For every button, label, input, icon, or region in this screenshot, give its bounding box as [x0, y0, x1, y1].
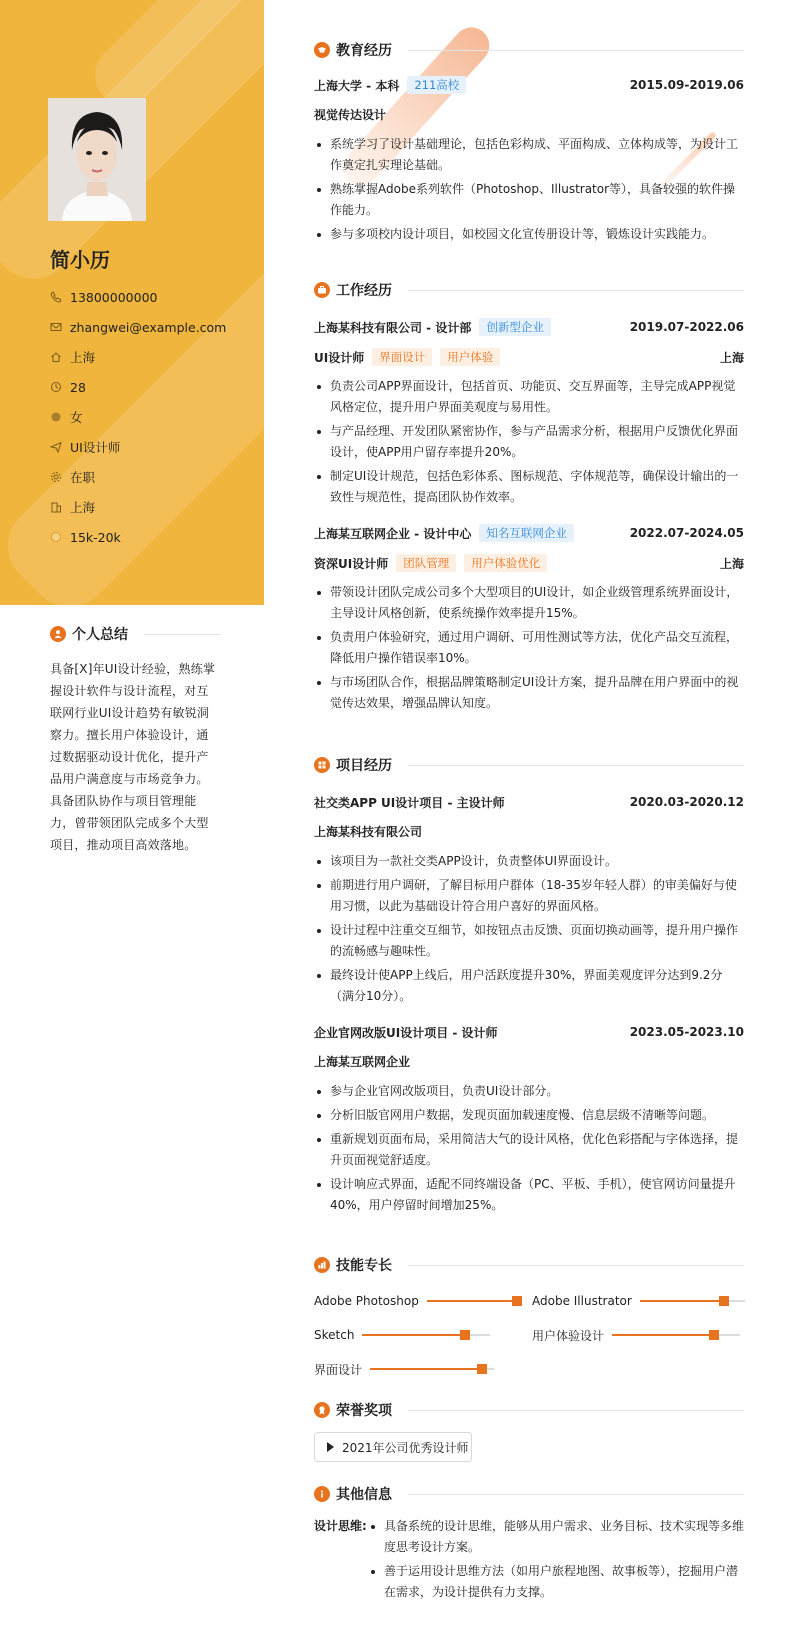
resume-name: 简小历	[50, 248, 110, 272]
list-item: 与市场团队合作，根据品牌策略制定UI设计方案，提升品牌在用户界面中的视觉传达效果，增强品牌认知度。	[314, 672, 744, 714]
info-item-city	[50, 492, 226, 522]
email-icon	[50, 321, 62, 333]
graduation-cap-icon	[314, 42, 330, 58]
role-tag: 界面设计	[372, 348, 432, 366]
project-icon	[314, 757, 330, 773]
list-item: 最终设计使APP上线后，用户活跃度提升30%，界面美观度评分达到9.2分（满分10分）。	[314, 965, 744, 1007]
major: 视觉传达设计	[314, 108, 387, 122]
section-title: 教育经历	[336, 43, 392, 59]
divider	[408, 1410, 744, 1411]
divider	[408, 1265, 744, 1266]
bar-chart-icon	[314, 1257, 330, 1273]
company-name: 上海某互联网企业 - 设计中心	[314, 526, 472, 541]
list-item: 参与企业官网改版项目，负责UI设计部分。	[314, 1081, 744, 1102]
other-info-section	[314, 1484, 744, 1644]
skill-name: Sketch	[314, 1328, 355, 1342]
section-header	[50, 624, 220, 644]
position-icon	[50, 441, 62, 453]
job-role-row	[314, 552, 744, 574]
section-header	[314, 1484, 744, 1504]
info-item-phone	[50, 282, 226, 312]
info-text: zhangwei@example.com	[70, 319, 227, 335]
school-name: 上海大学 - 本科	[314, 78, 400, 93]
briefcase-icon	[314, 282, 330, 298]
skill-bar-fill	[362, 1334, 464, 1336]
company-tag: 知名互联网企业	[479, 524, 574, 542]
job-header	[314, 522, 744, 544]
section-title: 其他信息	[336, 1487, 392, 1503]
education-section	[314, 40, 744, 248]
skill-bar	[370, 1368, 494, 1370]
list-item: 制定UI设计规范，包括色彩体系、图标规范、字体规范等，确保设计输出的一致性与规范性，提高团队协作效率。	[314, 466, 744, 508]
work-section	[314, 280, 744, 717]
list-item: 熟练掌握Adobe系列软件（Photoshop、Illustrator等），具备较强的软件操作能力。	[314, 179, 744, 221]
list-item: 参与多项校内设计项目，如校园文化宣传册设计等，锻炼设计实践能力。	[314, 224, 744, 245]
project-bullets	[314, 1081, 744, 1216]
job-bullets	[314, 582, 744, 714]
job-bullets	[314, 376, 744, 508]
list-item: 系统学习了设计基础理论，包括色彩构成、平面构成、立体构成等，为设计工作奠定扎实理论基础。	[314, 134, 744, 176]
skill-item	[314, 1325, 490, 1345]
skill-bar	[640, 1300, 745, 1302]
phone-icon	[50, 291, 62, 303]
skill-bar-fill	[612, 1334, 714, 1336]
project-date: 2023.05-2023.10	[629, 1025, 744, 1039]
project-name: 企业官网改版UI设计项目 - 设计师	[314, 1025, 498, 1040]
info-item-salary	[50, 522, 226, 552]
role-tag: 团队管理	[396, 554, 456, 572]
salary-icon	[50, 531, 62, 543]
skill-name: Adobe Photoshop	[314, 1294, 419, 1308]
skill-name: 用户体验设计	[532, 1328, 605, 1343]
job-role: 资深UI设计师	[314, 556, 389, 571]
company-tag: 创新型企业	[479, 318, 551, 336]
list-item: 带领设计团队完成公司多个大型项目的UI设计，如企业级管理系统界面设计，主导设计风格创新，使系统操作效率提升15%。	[314, 582, 744, 624]
list-item: 善于运用设计思维方法（如用户旅程地图、故事板等），挖掘用户潜在需求，为设计提供有力支撑。	[368, 1561, 744, 1603]
info-text: 13800000000	[70, 289, 158, 305]
list-item: 具备系统的设计思维，能够从用户需求、业务目标、技术实现等多维度思考设计方案。	[368, 1516, 744, 1558]
skill-name: Adobe Illustrator	[532, 1294, 632, 1308]
skill-bar	[612, 1334, 740, 1336]
divider	[408, 1494, 744, 1495]
divider	[408, 765, 744, 766]
list-item: 重新规划页面布局，采用简洁大气的设计风格，优化色彩搭配与字体选择，提升页面视觉舒适度。	[314, 1129, 744, 1171]
honors-section	[314, 1400, 744, 1490]
education-header	[314, 74, 744, 96]
project-date: 2020.03-2020.12	[629, 795, 744, 809]
project-org: 上海某科技有限公司	[314, 825, 423, 839]
list-item: 分析旧版官网用户数据，发现页面加载速度慢、信息层级不清晰等问题。	[314, 1105, 744, 1126]
list-item: 前期进行用户调研，了解目标用户群体（18-35岁年轻人群）的审美偏好与使用习惯，以此为基础设计符合用户喜好的界面风格。	[314, 875, 744, 917]
award-icon	[314, 1402, 330, 1418]
info-item-email	[50, 312, 226, 342]
info-item-home	[50, 342, 226, 372]
project-org: 上海某互联网企业	[314, 1055, 411, 1069]
education-bullets	[314, 134, 744, 245]
section-title: 项目经历	[336, 758, 392, 774]
project-header	[314, 1021, 744, 1043]
list-item: 设计响应式界面，适配不同终端设备（PC、平板、手机），使官网访问量提升40%，用户停留时间增加25%。	[314, 1174, 744, 1216]
skill-bar	[362, 1334, 490, 1336]
section-title: 技能专长	[336, 1258, 392, 1274]
school-tag: 211高校	[407, 76, 466, 94]
info-text: 15k-20k	[70, 529, 121, 545]
other-info-bullets	[368, 1516, 744, 1606]
info-item-position	[50, 432, 226, 462]
job-date: 2019.07-2022.06	[629, 320, 744, 334]
info-icon	[314, 1486, 330, 1502]
info-text: 女	[70, 410, 83, 425]
section-header	[314, 280, 744, 300]
skill-item	[314, 1359, 494, 1379]
sidebar	[0, 0, 264, 605]
skill-name: 界面设计	[314, 1362, 363, 1377]
contact-info-list	[50, 282, 226, 552]
gender-icon	[50, 411, 62, 423]
skill-item	[314, 1291, 522, 1311]
info-item-gender	[50, 402, 226, 432]
list-item: 该项目为一款社交类APP设计，负责整体UI界面设计。	[314, 851, 744, 872]
info-text: 上海	[70, 500, 96, 515]
section-title: 工作经历	[336, 283, 392, 299]
skill-bar-knob	[460, 1330, 470, 1340]
role-tag: 用户体验	[440, 348, 500, 366]
divider	[408, 50, 744, 51]
divider	[408, 290, 744, 291]
skill-item	[532, 1291, 745, 1311]
job-role: UI设计师	[314, 350, 365, 365]
award-item-button[interactable]	[314, 1432, 472, 1462]
project-bullets	[314, 851, 744, 1007]
other-info-key: 设计思维:	[314, 1519, 367, 1533]
award-text: 2021年公司优秀设计师	[342, 1440, 469, 1455]
summary-section	[50, 624, 220, 856]
job-role-row	[314, 346, 744, 368]
list-item: 与产品经理、开发团队紧密协作，参与产品需求分析，根据用户反馈优化界面设计，使APP用户留存率提升20%。	[314, 421, 744, 463]
skill-bar-fill	[370, 1368, 482, 1370]
education-date: 2015.09-2019.06	[629, 78, 744, 92]
info-item-age	[50, 372, 226, 402]
skill-bar-knob	[719, 1296, 729, 1306]
skill-bar-knob	[512, 1296, 522, 1306]
job-city: 上海	[719, 556, 744, 571]
role-tag: 用户体验优化	[464, 554, 547, 572]
person-icon	[50, 626, 66, 642]
skill-bar-knob	[709, 1330, 719, 1340]
avatar	[48, 98, 146, 221]
info-text: UI设计师	[70, 440, 121, 455]
info-text: 上海	[70, 350, 96, 365]
job-city: 上海	[719, 350, 744, 365]
info-item-status	[50, 462, 226, 492]
section-header	[314, 755, 744, 775]
status-icon	[50, 471, 62, 483]
projects-section	[314, 755, 744, 1219]
home-icon	[50, 351, 62, 363]
skill-item	[532, 1325, 740, 1345]
other-info-row	[314, 1516, 744, 1606]
section-header	[314, 40, 744, 60]
summary-text: 具备[X]年UI设计经验，熟练掌握设计软件与设计流程，对互联网行业UI设计趋势有敏锐洞察力。擅长用户体验设计，通过数据驱动设计优化，提升产品用户满意度与市场竞争力。具备团队协作与项目管理能力，曾带领团队完成多个大型项目，推动项目高效落地。	[50, 662, 216, 852]
info-text: 28	[70, 379, 86, 395]
city-icon	[50, 501, 62, 513]
job-date: 2022.07-2024.05	[629, 526, 744, 540]
list-item: 设计过程中注重交互细节，如按钮点击反馈、页面切换动画等，提升用户操作的流畅感与趣味性。	[314, 920, 744, 962]
skill-bar-knob	[477, 1364, 487, 1374]
section-title: 个人总结	[72, 627, 128, 643]
skills-section	[314, 1255, 744, 1375]
section-header	[314, 1400, 744, 1420]
info-text: 在职	[70, 470, 96, 485]
list-item: 负责用户体验研究，通过用户调研、可用性测试等方法，优化产品交互流程，降低用户操作错误率10%。	[314, 627, 744, 669]
section-header	[314, 1255, 744, 1275]
list-item: 负责公司APP界面设计，包括首页、功能页、交互界面等，主导完成APP视觉风格定位，提升用户界面美观度与易用性。	[314, 376, 744, 418]
project-name: 社交类APP UI设计项目 - 主设计师	[314, 795, 505, 810]
divider	[144, 634, 220, 635]
play-icon	[327, 1442, 334, 1452]
job-header	[314, 316, 744, 338]
age-icon	[50, 381, 62, 393]
project-header	[314, 791, 744, 813]
company-name: 上海某科技有限公司 - 设计部	[314, 320, 472, 335]
section-title: 荣誉奖项	[336, 1403, 392, 1419]
skill-bar-fill	[427, 1300, 517, 1302]
skill-bar-fill	[640, 1300, 724, 1302]
skill-bar	[427, 1300, 522, 1302]
